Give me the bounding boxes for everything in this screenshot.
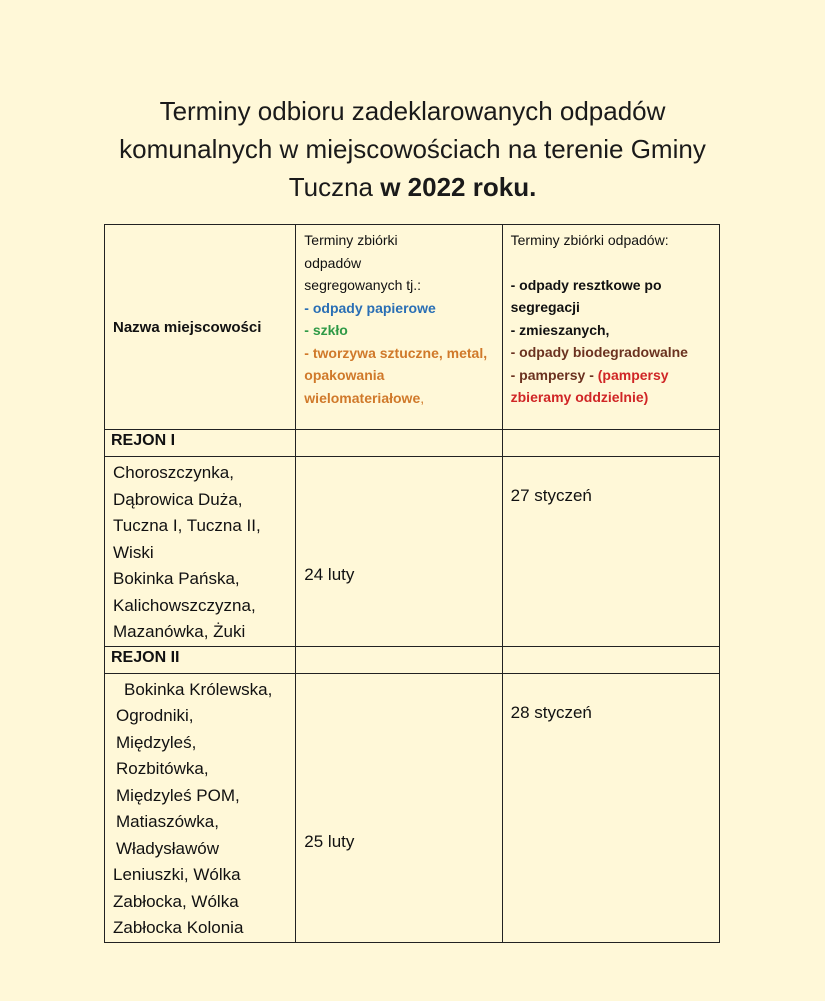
region-2-empty-b — [502, 646, 719, 673]
region-2-empty-a — [296, 646, 502, 673]
place: Rozbitówka, — [116, 759, 209, 778]
title-line-1: Terminy odbioru zadeklarowanych odpadów — [159, 96, 666, 126]
header-mixed — [502, 225, 719, 430]
item-bio: - odpady biodegradowalne — [510, 344, 688, 360]
place: Bokinka Pańska, — [113, 569, 240, 588]
place: Wiski — [113, 542, 154, 562]
region-1-places — [105, 457, 296, 647]
region-1-segregated-cell — [296, 457, 502, 647]
region-1-name: REJON I — [105, 430, 296, 457]
region-1-data-row — [105, 457, 720, 647]
item-plastic-comma: , — [420, 389, 425, 406]
place: Międzyleś POM, — [116, 785, 240, 805]
place: Władysławów — [116, 838, 219, 858]
region-2-mixed-date: 28 styczeń — [510, 702, 592, 722]
place: Matiaszówka, — [116, 812, 219, 831]
region-1-empty-b — [502, 430, 719, 457]
region-2-places — [105, 673, 296, 942]
region-1-segregated-date: 24 luty — [304, 565, 355, 584]
region-1-empty-a — [296, 430, 502, 457]
place: Mazanówka, Żuki — [113, 622, 246, 641]
place: Bokinka Królewska, — [124, 679, 273, 699]
place: Dąbrowica Duża, — [113, 489, 243, 509]
header-segregated — [296, 225, 502, 430]
region-1-mixed-cell — [502, 457, 719, 647]
title-line-3-normal: Tuczna — [288, 172, 381, 202]
header-segregated-intro: Terminy zbiórki odpadów segregowanych tj.: — [304, 232, 422, 293]
region-2-mixed-cell — [502, 673, 719, 942]
place: Ogrodniki, — [116, 706, 194, 725]
item-plastic: - tworzywa sztuczne, metal, opakowania wielomateriałowe — [304, 344, 488, 406]
place: Leniuszki, Wólka — [113, 865, 241, 884]
header-mixed-intro: Terminy zbiórki odpadów: — [510, 232, 669, 248]
item-glass: - szkło — [304, 322, 348, 338]
item-mixed: - zmieszanych, — [510, 321, 610, 338]
item-paper: - odpady papierowe — [304, 299, 436, 316]
place: Zabłocka Kolonia — [113, 918, 244, 937]
place: Kalichowszczyzna, — [113, 595, 256, 615]
item-diapers: - pampersy - — [510, 366, 598, 383]
region-row — [105, 646, 720, 673]
place: Zabłocka, Wólka — [113, 891, 239, 911]
item-diapers-note: (pampersy zbieramy oddzielnie) — [510, 366, 669, 405]
region-2-segregated-date: 25 luty — [304, 831, 355, 851]
schedule-table — [104, 224, 720, 943]
region-2-segregated-cell — [296, 673, 502, 942]
item-residual: - odpady resztkowe po segregacji — [510, 276, 662, 315]
title-line-3 — [60, 168, 765, 206]
place: Choroszczynka, — [113, 463, 234, 482]
place: Tuczna I, Tuczna II, — [113, 516, 261, 535]
region-2-data-row — [105, 673, 720, 942]
title-line-3-bold: w 2022 roku. — [380, 172, 537, 202]
header-row — [105, 225, 720, 430]
place: Międzyleś, — [116, 732, 197, 752]
region-2-name: REJON II — [105, 646, 296, 673]
region-1-mixed-date: 27 styczeń — [510, 486, 592, 505]
title-line-2: komunalnych w miejscowościach na terenie Gminy — [119, 134, 706, 164]
header-place-name: Nazwa miejscowości — [105, 225, 296, 430]
document-title — [60, 92, 765, 206]
region-row — [105, 430, 720, 457]
